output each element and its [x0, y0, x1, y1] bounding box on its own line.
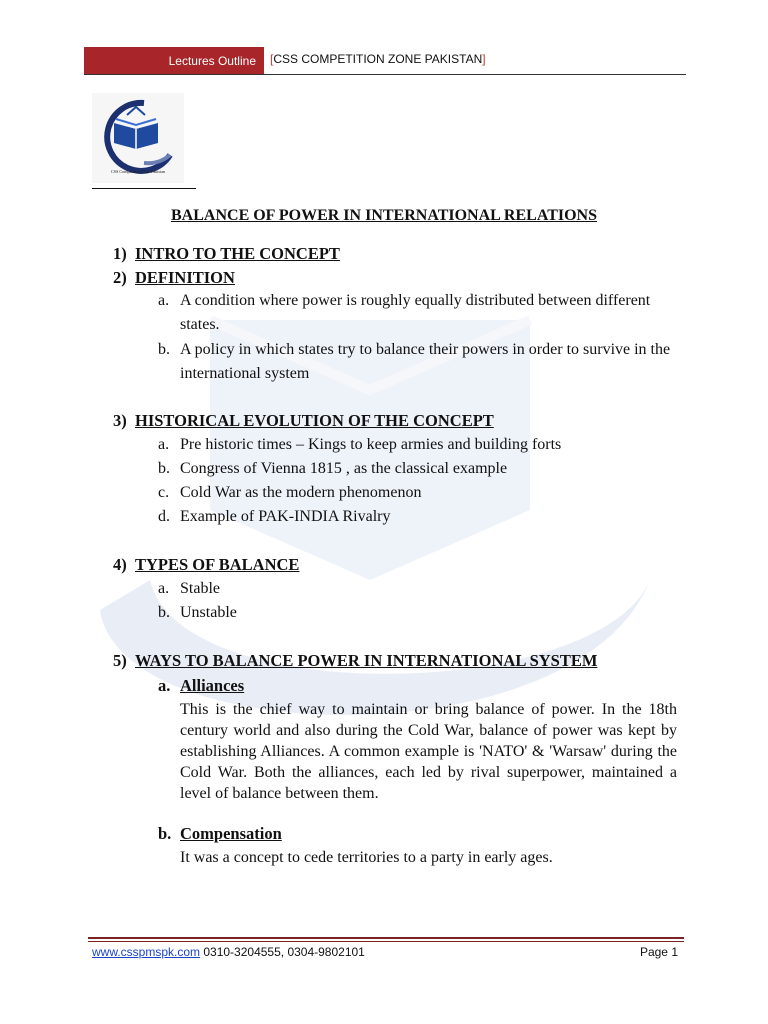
footer-rule [88, 941, 684, 942]
website-link[interactable]: www.csspmspk.com [92, 945, 201, 959]
list-item: b. A policy in which states try to balance their powers in order to survive in the international system [158, 341, 671, 382]
book-logo-icon [92, 93, 184, 183]
subsection-heading: a. Alliances [158, 676, 245, 695]
logo-underline [92, 188, 196, 189]
page-number: Page 1 [639, 945, 678, 959]
header-section-label: Lectures Outline [84, 47, 264, 74]
header-title: [CSS COMPETITION ZONE PAKISTAN] [270, 52, 486, 66]
list-item: b. Congress of Vienna 1815 , as the classical example [158, 460, 508, 477]
footer-contact [92, 945, 365, 959]
section-heading: 1) INTRO TO THE CONCEPT [113, 244, 340, 263]
section-heading: 3) HISTORICAL EVOLUTION OF THE CONCEPT [113, 411, 494, 430]
list-item: a. Pre historic times – Kings to keep armies and building forts [158, 436, 562, 453]
list-item: b. Unstable [158, 604, 237, 621]
section-heading: 5) WAYS TO BALANCE POWER IN INTERNATIONAL SYSTEM [113, 651, 598, 670]
section-heading: 4) TYPES OF BALANCE [113, 555, 300, 574]
logo-caption: CSS Competition Zone Pakistan [110, 169, 166, 174]
document-title: BALANCE OF POWER IN INTERNATIONAL RELATIONS [171, 207, 597, 224]
list-item: d. Example of PAK-INDIA Rivalry [158, 508, 391, 525]
footer-phones: 0310-3204555, 0304-9802101 [200, 945, 365, 959]
subsection-paragraph: This is the chief way to maintain or bring balance of power. In the 18th century world and also during the Cold War, balance of power was kept by establishing Alliances. A common example is 'NATO' & 'Warsaw' during the Cold War. Both the alliances, each led by rival superpower, maintained a level of balance between them. [180, 701, 677, 802]
list-item: a. A condition where power is roughly equally distributed between different states. [158, 292, 651, 333]
section-heading: 2) DEFINITION [113, 268, 235, 287]
header-rule [84, 74, 686, 75]
list-item: a. Stable [158, 580, 220, 597]
subsection-paragraph: It was a concept to cede territories to a party in early ages. [180, 849, 553, 866]
subsection-heading: b. Compensation [158, 824, 282, 843]
footer-rule [88, 937, 684, 939]
list-item: c. Cold War as the modern phenomenon [158, 484, 422, 501]
